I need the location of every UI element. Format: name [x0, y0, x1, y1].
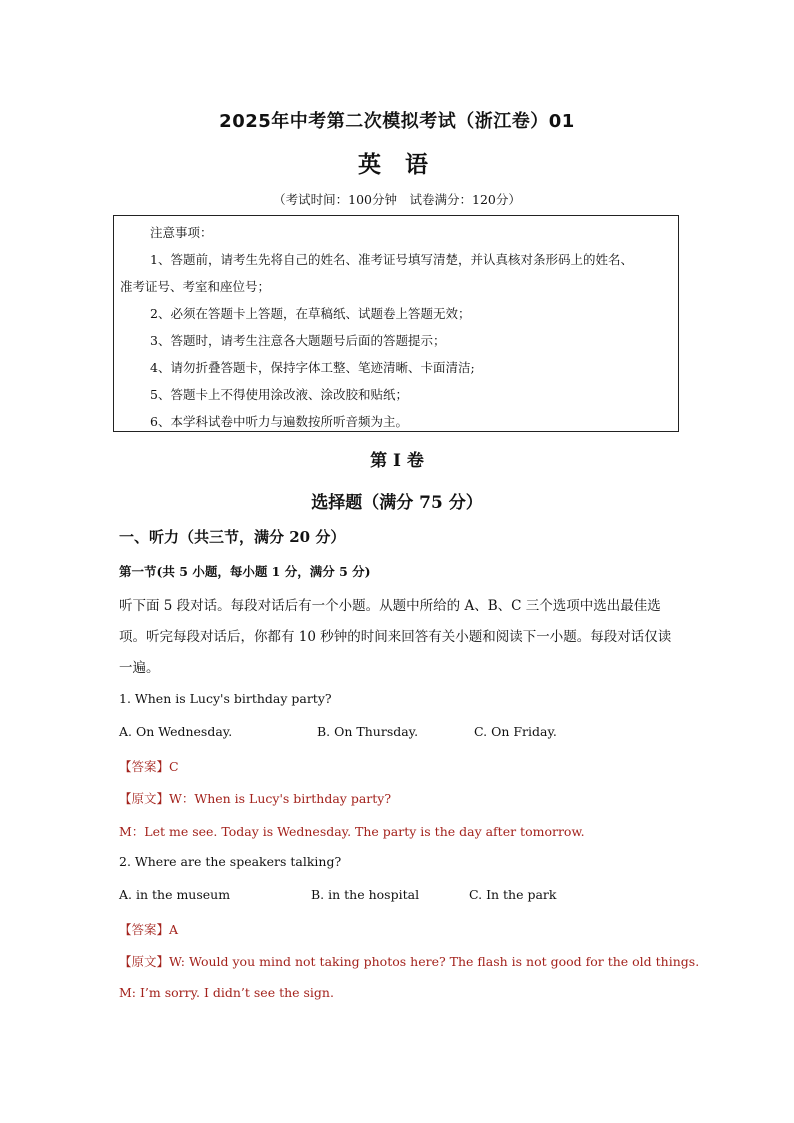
q1-option-c: C. On Friday.: [474, 724, 557, 739]
question-1: 1. When is Lucy's birthday party?: [119, 691, 332, 706]
notice-item: 5、答题卡上不得使用涂改液、涂改胶和贴纸；: [150, 387, 408, 402]
q2-option-c: C. In the park: [469, 887, 557, 902]
notice-item: 6、本学科试卷中听力与遍数按所听音频为主。: [150, 414, 408, 429]
page-title: 2025年中考第二次模拟考试（浙江卷）01: [219, 111, 575, 132]
volume-title: 第 I 卷: [370, 451, 424, 471]
notice-item: 3、答题时，请考生注意各大题题号后面的答题提示；: [150, 333, 446, 348]
instructions: 听下面 5 段对话。每段对话后有一个小题。从题中所给的 A、B、C 三个选项中选出最佳选项。听完每段对话后，你都有 10 秒钟的时间来回答有关小题和阅读下一小题。每段对话仅读一遍。: [119, 598, 672, 676]
subject-title: 英 语: [357, 152, 436, 178]
notice-item: 4、请勿折叠答题卡，保持字体工整、笔迹清晰、卡面清洁;: [150, 360, 475, 375]
q2-transcript: 【原文】W: Would you mind not taking photos here? The flash is not good for the old things.: [119, 954, 700, 969]
q1-answer: 【答案】C: [119, 759, 179, 774]
exam-info: （考试时间：100分钟 试卷满分：120分）: [273, 192, 521, 207]
q2-answer: 【答案】A: [119, 922, 179, 937]
q2-option-a: A. in the museum: [119, 887, 231, 902]
q2-transcript: M: I’m sorry. I didn’t see the sign.: [119, 985, 334, 1000]
q1-option-a: A. On Wednesday.: [119, 724, 233, 739]
notice-box: [113, 215, 679, 432]
notice-item: 2、必须在答题卡上答题，在草稿纸、试题卷上答题无效；: [150, 306, 471, 321]
part1-title: 第一节(共 5 小题，每小题 1 分，满分 5 分): [119, 564, 371, 579]
notice-item: 1、答题前，请考生先将自己的姓名、准考证号填写清楚，并认真核对条形码上的姓名、: [150, 252, 633, 267]
q2-option-b: B. in the hospital: [311, 887, 420, 902]
notice-item: 准考证号、考室和座位号；: [120, 279, 271, 294]
notice-heading: 注意事项：: [150, 225, 213, 240]
q1-transcript: M：Let me see. Today is Wednesday. The party is the day after tomorrow.: [119, 824, 585, 839]
q1-option-b: B. On Thursday.: [317, 724, 419, 739]
listening-section-title: 一、听力（共三节，满分 20 分）: [119, 528, 346, 546]
question-2: 2. Where are the speakers talking?: [119, 854, 342, 869]
choice-section-title: 选择题（满分 75 分）: [311, 493, 483, 513]
q1-transcript: 【原文】W：When is Lucy's birthday party?: [119, 791, 392, 806]
